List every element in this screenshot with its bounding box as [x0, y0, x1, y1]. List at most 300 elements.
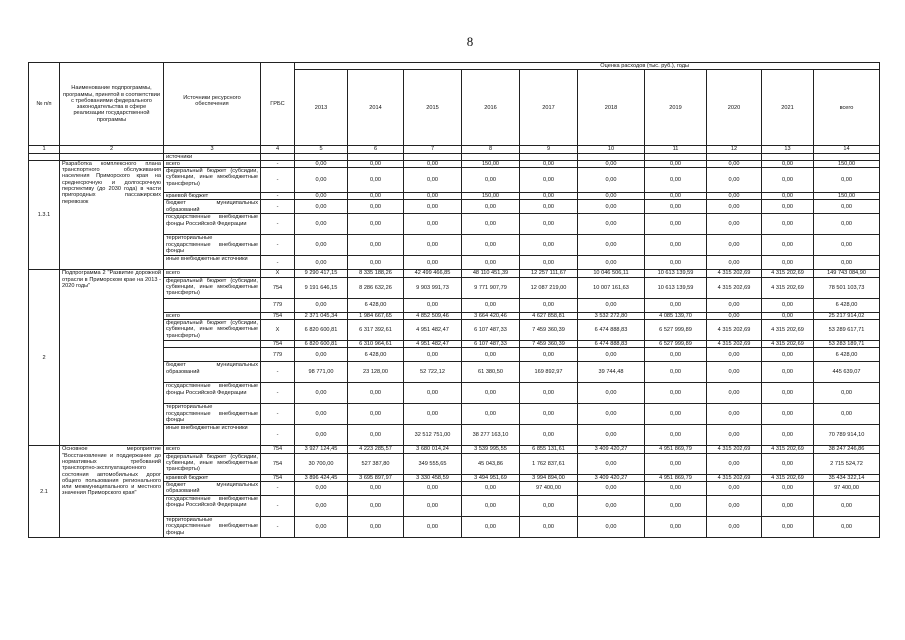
column-number-cell: 3 [164, 146, 261, 153]
value-cell: 0,00 [348, 481, 404, 495]
grbs-cell: 754 [261, 341, 295, 348]
value-cell: 9 191 646,15 [295, 277, 348, 298]
value-cell: 3 409 420,27 [578, 446, 645, 453]
value-cell: 0,00 [462, 516, 520, 537]
value-cell: 0,00 [707, 312, 762, 319]
value-cell: 8 286 632,26 [348, 277, 404, 298]
header-cell-name: Наименование подпрограммы, программы, принятой в соответствии с требованиями федерального законодательства в сфере реализации государственной программы [60, 63, 164, 146]
value-cell: 4 085 139,70 [645, 312, 707, 319]
value-cell: 3 409 420,27 [578, 474, 645, 481]
value-cell: 0,00 [645, 168, 707, 193]
value-cell: 3 539 995,55 [462, 446, 520, 453]
value-cell: 0,00 [462, 235, 520, 256]
source-cell: бюджет муниципальных образований [164, 362, 261, 383]
value-cell: 1 984 667,65 [348, 312, 404, 319]
value-cell: 4 315 202,69 [707, 270, 762, 277]
value-cell: 0,00 [762, 256, 814, 270]
value-cell: 0,00 [762, 160, 814, 167]
value-cell: 0,00 [762, 495, 814, 516]
value-cell: 0,00 [707, 453, 762, 474]
header-cell-number: № п/п [29, 63, 60, 146]
value-cell: 0,00 [295, 298, 348, 312]
value-cell: 0,00 [520, 193, 578, 200]
value-cell: 0,00 [707, 214, 762, 235]
value-cell: 4 315 202,69 [762, 474, 814, 481]
source-cell: федеральный бюджет (субсидии, субвенции, иные межбюджетные трансферты) [164, 277, 261, 298]
value-cell: 4 315 202,69 [707, 446, 762, 453]
value-cell: 0,00 [295, 481, 348, 495]
source-cell: источники [164, 153, 261, 160]
value-cell: 0,00 [578, 404, 645, 425]
value-cell: 0,00 [814, 235, 880, 256]
grbs-cell: - [261, 425, 295, 446]
value-cell: 6 310 964,61 [348, 341, 404, 348]
value-cell: 0,00 [814, 495, 880, 516]
value-cell: 4 315 202,69 [762, 341, 814, 348]
header-year-cell: 2021 [762, 70, 814, 146]
value-cell: 0,00 [520, 348, 578, 362]
value-cell: 0,00 [578, 425, 645, 446]
value-cell: 4 315 202,69 [707, 474, 762, 481]
value-cell: 0,00 [762, 312, 814, 319]
value-cell: 0,00 [814, 256, 880, 270]
value-cell [462, 153, 520, 160]
value-cell: 0,00 [707, 160, 762, 167]
value-cell: 6 428,00 [814, 298, 880, 312]
value-cell: 0,00 [645, 516, 707, 537]
value-cell: 527 387,80 [348, 453, 404, 474]
source-cell: бюджет муниципальных образований [164, 200, 261, 214]
value-cell: 98 771,00 [295, 362, 348, 383]
column-number-cell: 14 [814, 146, 880, 153]
table-row [29, 153, 880, 160]
value-cell: 2 371 045,34 [295, 312, 348, 319]
source-cell: иные внебюджетные источники [164, 256, 261, 270]
value-cell: 0,00 [578, 160, 645, 167]
source-cell: государственные внебюджетные фонды Российской Федерации [164, 214, 261, 235]
value-cell: 2 715 524,72 [814, 453, 880, 474]
value-cell: 0,00 [520, 495, 578, 516]
value-cell: 6 428,00 [348, 298, 404, 312]
grbs-cell: Х [261, 320, 295, 341]
value-cell: 0,00 [762, 481, 814, 495]
value-cell: 3 695 897,97 [348, 474, 404, 481]
value-cell: 0,00 [462, 348, 520, 362]
value-cell: 0,00 [645, 362, 707, 383]
value-cell: 23 128,00 [348, 362, 404, 383]
value-cell: 6 820 600,81 [295, 320, 348, 341]
value-cell: 4 315 202,69 [707, 320, 762, 341]
value-cell: 6 107 487,33 [462, 320, 520, 341]
value-cell: 4 951 482,47 [404, 320, 462, 341]
value-cell: 10 613 139,59 [645, 277, 707, 298]
source-cell [164, 348, 261, 362]
value-cell: 8 335 188,26 [348, 270, 404, 277]
value-cell: 0,00 [578, 193, 645, 200]
value-cell: 6 474 888,83 [578, 341, 645, 348]
value-cell [261, 153, 295, 160]
value-cell: 6 855 131,61 [520, 446, 578, 453]
value-cell: 0,00 [404, 383, 462, 404]
source-cell: всего [164, 160, 261, 167]
value-cell [578, 153, 645, 160]
value-cell [520, 153, 578, 160]
grbs-cell: - [261, 168, 295, 193]
value-cell: 38 247 246,86 [814, 446, 880, 453]
value-cell: 0,00 [762, 200, 814, 214]
grbs-cell: 754 [261, 277, 295, 298]
value-cell: 0,00 [645, 160, 707, 167]
value-cell: 150,00 [814, 160, 880, 167]
value-cell: 0,00 [404, 193, 462, 200]
column-number-cell: 7 [404, 146, 462, 153]
value-cell: 4 315 202,69 [762, 277, 814, 298]
value-cell: 0,00 [578, 348, 645, 362]
value-cell: 0,00 [814, 200, 880, 214]
value-cell: 6 428,00 [814, 348, 880, 362]
column-number-cell: 5 [295, 146, 348, 153]
value-cell: 349 555,65 [404, 453, 462, 474]
value-cell: 97 400,00 [520, 481, 578, 495]
value-cell: 0,00 [404, 298, 462, 312]
value-cell: 0,00 [578, 298, 645, 312]
source-cell: всего [164, 312, 261, 319]
value-cell: 4 315 202,69 [707, 341, 762, 348]
grbs-cell: - [261, 200, 295, 214]
value-cell: 3 494 951,69 [462, 474, 520, 481]
value-cell: 0,00 [707, 383, 762, 404]
value-cell: 4 852 509,46 [404, 312, 462, 319]
program-name-cell: Разработка комплексного плана транспортного обслуживания населения Приморского края на среднесрочную и долгосрочную перспективу (до 2030 года) в части пригородных пассажирских перевозок [60, 160, 164, 270]
value-cell: 0,00 [707, 200, 762, 214]
grbs-cell: 779 [261, 298, 295, 312]
value-cell: 39 744,48 [578, 362, 645, 383]
value-cell: 0,00 [348, 516, 404, 537]
source-cell: государственные внебюджетные фонды Российской Федерации [164, 383, 261, 404]
column-number-cell: 11 [645, 146, 707, 153]
value-cell: 0,00 [348, 383, 404, 404]
value-cell: 0,00 [404, 481, 462, 495]
value-cell: 0,00 [520, 160, 578, 167]
page-number: 8 [466, 34, 474, 49]
value-cell: 0,00 [578, 168, 645, 193]
value-cell: 10 046 506,11 [578, 270, 645, 277]
number-cell [29, 153, 60, 160]
value-cell: 42 499 466,85 [404, 270, 462, 277]
value-cell: 0,00 [762, 193, 814, 200]
value-cell: 0,00 [578, 383, 645, 404]
value-cell: 0,00 [520, 235, 578, 256]
header-cell-estimate: Оценка расходов (тыс. руб.), годы [295, 63, 880, 70]
value-cell: 0,00 [348, 256, 404, 270]
value-cell: 169 892,97 [520, 362, 578, 383]
header-cell-grbs: ГРБС [261, 63, 295, 146]
value-cell: 78 501 103,73 [814, 277, 880, 298]
value-cell: 53 289 617,71 [814, 320, 880, 341]
value-cell: 6 317 392,61 [348, 320, 404, 341]
value-cell: 0,00 [645, 383, 707, 404]
value-cell: 0,00 [707, 481, 762, 495]
source-cell: краевой бюджет [164, 474, 261, 481]
value-cell: 0,00 [348, 425, 404, 446]
value-cell: 6 527 999,89 [645, 320, 707, 341]
value-cell: 0,00 [578, 200, 645, 214]
value-cell: 12 087 219,00 [520, 277, 578, 298]
grbs-cell: - [261, 404, 295, 425]
column-number-cell: 6 [348, 146, 404, 153]
value-cell: 3 994 894,00 [520, 474, 578, 481]
value-cell: 9 903 991,73 [404, 277, 462, 298]
value-cell: 0,00 [814, 383, 880, 404]
value-cell: 4 315 202,69 [762, 270, 814, 277]
row-number-cell: 1.3.1 [29, 160, 60, 270]
grbs-cell: - [261, 481, 295, 495]
value-cell: 97 400,00 [814, 481, 880, 495]
value-cell: 0,00 [295, 168, 348, 193]
value-cell: 0,00 [295, 200, 348, 214]
value-cell: 0,00 [295, 160, 348, 167]
column-number-cell: 12 [707, 146, 762, 153]
column-number-cell: 9 [520, 146, 578, 153]
value-cell: 48 110 451,39 [462, 270, 520, 277]
value-cell: 70 789 914,10 [814, 425, 880, 446]
value-cell: 38 277 163,10 [462, 425, 520, 446]
value-cell [348, 153, 404, 160]
value-cell: 32 512 751,00 [404, 425, 462, 446]
value-cell: 0,00 [295, 256, 348, 270]
value-cell: 0,00 [520, 516, 578, 537]
value-cell: 0,00 [645, 453, 707, 474]
value-cell: 3 927 124,45 [295, 446, 348, 453]
value-cell: 0,00 [348, 193, 404, 200]
header-year-cell: 2016 [462, 70, 520, 146]
value-cell: 9 290 417,15 [295, 270, 348, 277]
value-cell: 0,00 [404, 348, 462, 362]
value-cell: 0,00 [578, 495, 645, 516]
value-cell: 0,00 [348, 200, 404, 214]
budget-table [28, 62, 880, 538]
value-cell: 0,00 [707, 516, 762, 537]
value-cell: 0,00 [404, 404, 462, 425]
header-year-cell: 2019 [645, 70, 707, 146]
grbs-cell: 779 [261, 348, 295, 362]
value-cell: 0,00 [520, 425, 578, 446]
source-cell [164, 298, 261, 312]
column-number-cell: 4 [261, 146, 295, 153]
value-cell: 150,00 [462, 160, 520, 167]
header-year-cell: 2015 [404, 70, 462, 146]
value-cell: 25 217 914,02 [814, 312, 880, 319]
row-number-cell: 2.1 [29, 446, 60, 538]
source-cell: всего [164, 270, 261, 277]
value-cell: 10 613 139,59 [645, 270, 707, 277]
value-cell: 0,00 [462, 200, 520, 214]
value-cell: 10 007 161,63 [578, 277, 645, 298]
value-cell: 0,00 [762, 425, 814, 446]
value-cell: 0,00 [762, 348, 814, 362]
value-cell: 0,00 [578, 235, 645, 256]
value-cell: 0,00 [762, 516, 814, 537]
grbs-cell: - [261, 362, 295, 383]
value-cell: 0,00 [348, 495, 404, 516]
header-year-cell: 2017 [520, 70, 578, 146]
value-cell: 0,00 [707, 193, 762, 200]
grbs-cell: - [261, 256, 295, 270]
column-number-cell: 10 [578, 146, 645, 153]
value-cell: 0,00 [762, 453, 814, 474]
source-cell: всего [164, 446, 261, 453]
value-cell: 0,00 [645, 348, 707, 362]
value-cell: 0,00 [404, 214, 462, 235]
value-cell: 0,00 [707, 298, 762, 312]
value-cell: 61 380,50 [462, 362, 520, 383]
column-number-cell: 13 [762, 146, 814, 153]
table-row [29, 160, 880, 167]
value-cell: 0,00 [645, 256, 707, 270]
grbs-cell: - [261, 516, 295, 537]
source-cell: бюджет муниципальных образований [164, 481, 261, 495]
value-cell: 0,00 [707, 404, 762, 425]
header-year-cell: 2014 [348, 70, 404, 146]
value-cell: 0,00 [295, 235, 348, 256]
value-cell: 53 283 189,71 [814, 341, 880, 348]
grbs-cell: - [261, 235, 295, 256]
value-cell: 0,00 [762, 362, 814, 383]
value-cell: 150,00 [814, 193, 880, 200]
value-cell: 0,00 [645, 425, 707, 446]
header-year-cell: всего [814, 70, 880, 146]
value-cell: 0,00 [295, 516, 348, 537]
value-cell: 150,00 [462, 193, 520, 200]
value-cell: 7 459 360,39 [520, 320, 578, 341]
value-cell: 0,00 [762, 235, 814, 256]
value-cell: 52 722,12 [404, 362, 462, 383]
value-cell: 149 743 084,90 [814, 270, 880, 277]
value-cell: 30 700,00 [295, 453, 348, 474]
value-cell: 6 527 999,89 [645, 341, 707, 348]
value-cell: 0,00 [462, 298, 520, 312]
value-cell [707, 153, 762, 160]
grbs-cell: - [261, 160, 295, 167]
value-cell: 3 664 420,46 [462, 312, 520, 319]
value-cell: 0,00 [645, 298, 707, 312]
header-year-cell: 2018 [578, 70, 645, 146]
value-cell: 6 428,00 [348, 348, 404, 362]
value-cell: 0,00 [348, 214, 404, 235]
value-cell [295, 153, 348, 160]
value-cell: 4 951 482,47 [404, 341, 462, 348]
program-name-cell: Подпрограмма 2 "Развитие дорожной отрасли в Приморском крае на 2013 - 2020 годы" [60, 270, 164, 446]
value-cell: 0,00 [462, 481, 520, 495]
value-cell: 0,00 [707, 495, 762, 516]
value-cell: 9 771 907,79 [462, 277, 520, 298]
value-cell: 0,00 [520, 383, 578, 404]
source-cell: территориальные государственные внебюджетные фонды [164, 404, 261, 425]
value-cell: 3 532 272,80 [578, 312, 645, 319]
value-cell: 445 639,07 [814, 362, 880, 383]
source-cell: территориальные государственные внебюджетные фонды [164, 235, 261, 256]
value-cell: 0,00 [707, 362, 762, 383]
value-cell: 4 223 285,57 [348, 446, 404, 453]
source-cell: государственные внебюджетные фонды Российской Федерации [164, 495, 261, 516]
grbs-cell: 754 [261, 446, 295, 453]
value-cell: 0,00 [645, 214, 707, 235]
value-cell: 1 762 837,61 [520, 453, 578, 474]
value-cell: 0,00 [762, 214, 814, 235]
value-cell: 0,00 [762, 383, 814, 404]
value-cell: 0,00 [404, 168, 462, 193]
value-cell: 0,00 [814, 168, 880, 193]
grbs-cell: 754 [261, 453, 295, 474]
value-cell: 0,00 [295, 495, 348, 516]
value-cell: 0,00 [348, 235, 404, 256]
value-cell: 0,00 [520, 298, 578, 312]
value-cell: 0,00 [578, 481, 645, 495]
grbs-cell: - [261, 193, 295, 200]
value-cell: 0,00 [578, 453, 645, 474]
value-cell: 4 951 869,79 [645, 446, 707, 453]
header-year-cell: 2020 [707, 70, 762, 146]
value-cell: 12 257 111,67 [520, 270, 578, 277]
header-cell-source: Источники ресурсного обеспечения [164, 63, 261, 146]
value-cell: 0,00 [404, 200, 462, 214]
value-cell: 0,00 [404, 256, 462, 270]
grbs-cell: Х [261, 270, 295, 277]
value-cell: 0,00 [578, 214, 645, 235]
value-cell: 0,00 [462, 256, 520, 270]
value-cell: 0,00 [707, 235, 762, 256]
value-cell: 4 315 202,69 [762, 446, 814, 453]
value-cell: 0,00 [645, 404, 707, 425]
value-cell: 3 896 424,45 [295, 474, 348, 481]
value-cell: 0,00 [520, 200, 578, 214]
value-cell: 7 459 360,39 [520, 341, 578, 348]
value-cell [762, 153, 814, 160]
value-cell: 0,00 [295, 383, 348, 404]
value-cell: 0,00 [295, 193, 348, 200]
value-cell: 0,00 [295, 425, 348, 446]
value-cell: 0,00 [520, 404, 578, 425]
value-cell: 4 951 869,79 [645, 474, 707, 481]
value-cell: 0,00 [645, 193, 707, 200]
value-cell: 0,00 [645, 481, 707, 495]
program-name-cell: Основное мероприятие "Восстановление и поддержание до нормативных требований транспортно-эксплуатационного состояния автомобильных дорог общего пользования регионального или межмуниципального и местного значения Приморского края" [60, 446, 164, 538]
value-cell: 0,00 [462, 383, 520, 404]
header-year-cell: 2013 [295, 70, 348, 146]
value-cell: 4 315 202,69 [707, 277, 762, 298]
value-cell: 6 474 888,83 [578, 320, 645, 341]
value-cell: 0,00 [348, 168, 404, 193]
value-cell: 35 434 322,14 [814, 474, 880, 481]
grbs-cell: 754 [261, 474, 295, 481]
value-cell [645, 153, 707, 160]
value-cell: 0,00 [520, 256, 578, 270]
value-cell: 0,00 [707, 425, 762, 446]
column-number-cell: 1 [29, 146, 60, 153]
value-cell: 0,00 [762, 404, 814, 425]
value-cell: 0,00 [462, 495, 520, 516]
value-cell: 0,00 [762, 298, 814, 312]
source-cell: краевой бюджет [164, 193, 261, 200]
value-cell: 6 820 600,81 [295, 341, 348, 348]
value-cell: 45 043,86 [462, 453, 520, 474]
row-number-cell: 2 [29, 270, 60, 446]
value-cell: 0,00 [348, 160, 404, 167]
grbs-cell: 754 [261, 312, 295, 319]
grbs-cell: - [261, 495, 295, 516]
value-cell: 6 107 487,33 [462, 341, 520, 348]
value-cell: 4 315 202,69 [762, 320, 814, 341]
